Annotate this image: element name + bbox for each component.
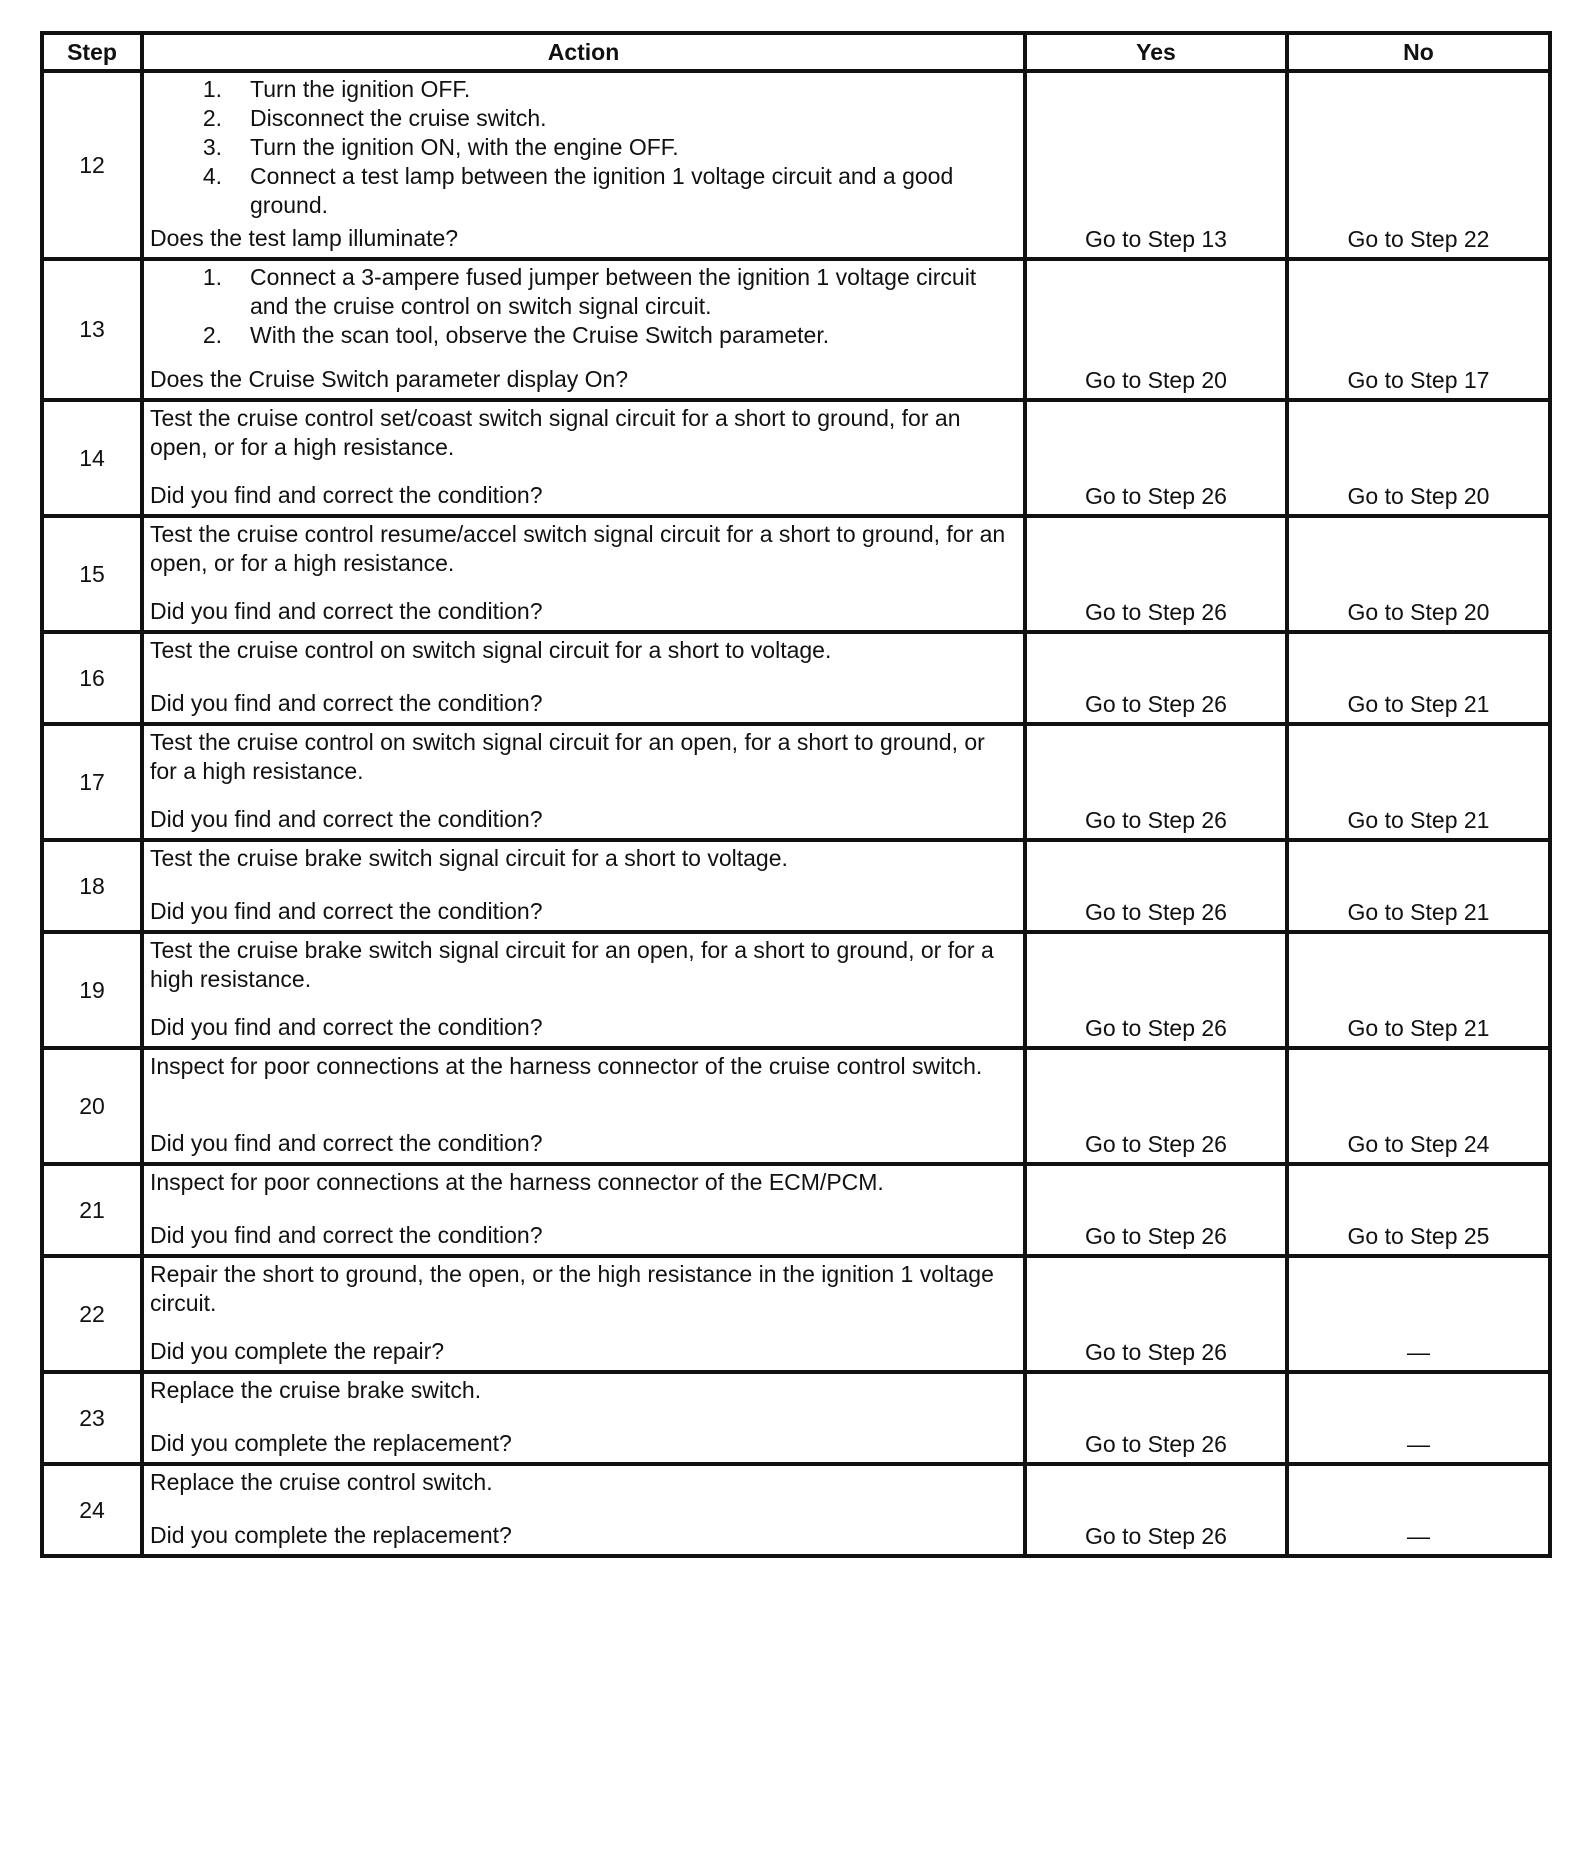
action-step-item bbox=[150, 321, 1015, 350]
action-question: Did you find and correct the condition? bbox=[150, 1014, 543, 1040]
action-text: Replace the cruise control switch. bbox=[150, 1469, 493, 1495]
table-row bbox=[42, 516, 1550, 632]
action-cell bbox=[142, 1256, 1025, 1372]
action-question: Did you complete the repair? bbox=[150, 1338, 445, 1364]
action-text: Test the cruise control set/coast switch signal circuit for a short to ground, for an open, or for a high resistance. bbox=[150, 405, 961, 460]
table-row bbox=[42, 932, 1550, 1048]
no-result: — bbox=[1287, 1464, 1550, 1556]
action-cell bbox=[142, 1164, 1025, 1256]
action-step-list bbox=[150, 263, 1015, 350]
diagnostic-table bbox=[40, 31, 1552, 1558]
action-step-number: 2. bbox=[202, 105, 222, 131]
action-text: Test the cruise brake switch signal circuit for a short to voltage. bbox=[150, 845, 788, 871]
yes-result: Go to Step 26 bbox=[1025, 840, 1287, 932]
step-number: 20 bbox=[42, 1048, 142, 1164]
no-result: Go to Step 25 bbox=[1287, 1164, 1550, 1256]
action-content bbox=[150, 1168, 1015, 1250]
action-step-item bbox=[150, 104, 1015, 133]
action-instructions bbox=[150, 844, 1015, 873]
table-row bbox=[42, 1372, 1550, 1464]
action-step-text: Disconnect the cruise switch. bbox=[250, 105, 547, 131]
action-step-text: Turn the ignition OFF. bbox=[250, 76, 471, 102]
table-row bbox=[42, 1048, 1550, 1164]
step-number: 12 bbox=[42, 71, 142, 259]
action-cell bbox=[142, 724, 1025, 840]
step-number: 24 bbox=[42, 1464, 142, 1556]
action-cell bbox=[142, 632, 1025, 724]
yes-result: Go to Step 26 bbox=[1025, 516, 1287, 632]
step-number: 19 bbox=[42, 932, 142, 1048]
action-instructions bbox=[150, 1052, 1015, 1081]
header-action: Action bbox=[142, 33, 1025, 71]
action-question: Did you find and correct the condition? bbox=[150, 898, 543, 924]
yes-result: Go to Step 26 bbox=[1025, 1256, 1287, 1372]
action-text: Test the cruise control resume/accel switch signal circuit for a short to ground, for an open, or for a high resistance. bbox=[150, 521, 1006, 576]
table-row bbox=[42, 259, 1550, 400]
table-row bbox=[42, 840, 1550, 932]
action-step-text: Connect a 3-ampere fused jumper between the ignition 1 voltage circuit and the cruise control on switch signal circuit. bbox=[250, 264, 977, 319]
yes-result: Go to Step 26 bbox=[1025, 1164, 1287, 1256]
action-question: Does the test lamp illuminate? bbox=[150, 225, 459, 251]
action-cell bbox=[142, 1464, 1025, 1556]
action-instructions bbox=[150, 728, 1015, 786]
step-number: 18 bbox=[42, 840, 142, 932]
table-row bbox=[42, 1464, 1550, 1556]
action-text: Inspect for poor connections at the harness connector of the ECM/PCM. bbox=[150, 1169, 884, 1195]
action-cell bbox=[142, 259, 1025, 400]
action-step-list bbox=[150, 75, 1015, 220]
action-step-number: 1. bbox=[202, 264, 222, 290]
yes-result: Go to Step 26 bbox=[1025, 1372, 1287, 1464]
header-row bbox=[42, 33, 1550, 71]
action-content bbox=[150, 728, 1015, 834]
action-question: Did you find and correct the condition? bbox=[150, 1130, 543, 1156]
table-row bbox=[42, 1256, 1550, 1372]
action-content bbox=[150, 1052, 1015, 1158]
action-text: Test the cruise brake switch signal circuit for an open, for a short to ground, or for a high resistance. bbox=[150, 937, 994, 992]
table-row bbox=[42, 724, 1550, 840]
action-instructions bbox=[150, 263, 1015, 350]
no-result: Go to Step 24 bbox=[1287, 1048, 1550, 1164]
yes-result: Go to Step 13 bbox=[1025, 71, 1287, 259]
action-text: Inspect for poor connections at the harness connector of the cruise control switch. bbox=[150, 1053, 983, 1079]
diagnostic-table-document bbox=[40, 31, 1548, 1558]
action-question: Did you find and correct the condition? bbox=[150, 806, 543, 832]
action-text: Replace the cruise brake switch. bbox=[150, 1377, 482, 1403]
step-number: 15 bbox=[42, 516, 142, 632]
table-row bbox=[42, 1164, 1550, 1256]
no-result: Go to Step 20 bbox=[1287, 516, 1550, 632]
action-question: Did you find and correct the condition? bbox=[150, 598, 543, 624]
no-result: Go to Step 21 bbox=[1287, 632, 1550, 724]
action-content bbox=[150, 1468, 1015, 1550]
no-result: Go to Step 17 bbox=[1287, 259, 1550, 400]
no-result: Go to Step 22 bbox=[1287, 71, 1550, 259]
action-content bbox=[150, 404, 1015, 510]
action-cell bbox=[142, 840, 1025, 932]
action-text: Test the cruise control on switch signal circuit for an open, for a short to ground, or for a high resistance. bbox=[150, 729, 985, 784]
action-content bbox=[150, 1260, 1015, 1366]
action-question: Does the Cruise Switch parameter display On? bbox=[150, 366, 629, 392]
action-content bbox=[150, 636, 1015, 718]
action-step-number: 4. bbox=[202, 163, 222, 189]
step-number: 23 bbox=[42, 1372, 142, 1464]
step-number: 13 bbox=[42, 259, 142, 400]
action-step-item bbox=[150, 133, 1015, 162]
yes-result: Go to Step 26 bbox=[1025, 1048, 1287, 1164]
action-content bbox=[150, 844, 1015, 926]
table-body bbox=[42, 71, 1550, 1556]
yes-result: Go to Step 26 bbox=[1025, 400, 1287, 516]
action-step-text: With the scan tool, observe the Cruise Switch parameter. bbox=[250, 322, 830, 348]
step-number: 14 bbox=[42, 400, 142, 516]
no-result: Go to Step 20 bbox=[1287, 400, 1550, 516]
action-question: Did you find and correct the condition? bbox=[150, 1222, 543, 1248]
action-step-text: Connect a test lamp between the ignition 1 voltage circuit and a good ground. bbox=[250, 163, 954, 218]
action-cell bbox=[142, 516, 1025, 632]
no-result: — bbox=[1287, 1372, 1550, 1464]
no-result: Go to Step 21 bbox=[1287, 840, 1550, 932]
yes-result: Go to Step 26 bbox=[1025, 1464, 1287, 1556]
yes-result: Go to Step 26 bbox=[1025, 632, 1287, 724]
action-step-text: Turn the ignition ON, with the engine OFF. bbox=[250, 134, 679, 160]
table-row bbox=[42, 400, 1550, 516]
action-instructions bbox=[150, 404, 1015, 462]
step-number: 17 bbox=[42, 724, 142, 840]
action-text: Repair the short to ground, the open, or the high resistance in the ignition 1 voltage circuit. bbox=[150, 1261, 994, 1316]
header-no: No bbox=[1287, 33, 1550, 71]
header-step: Step bbox=[42, 33, 142, 71]
action-cell bbox=[142, 71, 1025, 259]
yes-result: Go to Step 26 bbox=[1025, 724, 1287, 840]
action-step-number: 2. bbox=[202, 322, 222, 348]
action-instructions bbox=[150, 1376, 1015, 1405]
action-content bbox=[150, 936, 1015, 1042]
action-question: Did you find and correct the condition? bbox=[150, 690, 543, 716]
action-question: Did you complete the replacement? bbox=[150, 1430, 512, 1456]
action-cell bbox=[142, 1372, 1025, 1464]
step-number: 16 bbox=[42, 632, 142, 724]
action-content bbox=[150, 75, 1015, 253]
action-question: Did you complete the replacement? bbox=[150, 1522, 512, 1548]
action-step-item bbox=[150, 162, 1015, 220]
action-text: Test the cruise control on switch signal circuit for a short to voltage. bbox=[150, 637, 832, 663]
yes-result: Go to Step 26 bbox=[1025, 932, 1287, 1048]
step-number: 21 bbox=[42, 1164, 142, 1256]
table-row bbox=[42, 632, 1550, 724]
action-content bbox=[150, 520, 1015, 626]
action-instructions bbox=[150, 1168, 1015, 1197]
action-instructions bbox=[150, 936, 1015, 994]
action-step-number: 1. bbox=[202, 76, 222, 102]
action-content bbox=[150, 1376, 1015, 1458]
header-yes: Yes bbox=[1025, 33, 1287, 71]
no-result: Go to Step 21 bbox=[1287, 724, 1550, 840]
yes-result: Go to Step 20 bbox=[1025, 259, 1287, 400]
action-step-item bbox=[150, 263, 1015, 321]
action-content bbox=[150, 263, 1015, 394]
no-result: Go to Step 21 bbox=[1287, 932, 1550, 1048]
action-step-number: 3. bbox=[202, 134, 222, 160]
action-instructions bbox=[150, 520, 1015, 578]
action-instructions bbox=[150, 75, 1015, 220]
table-row bbox=[42, 71, 1550, 259]
action-instructions bbox=[150, 1260, 1015, 1318]
action-instructions bbox=[150, 1468, 1015, 1497]
step-number: 22 bbox=[42, 1256, 142, 1372]
action-cell bbox=[142, 932, 1025, 1048]
action-cell bbox=[142, 1048, 1025, 1164]
action-instructions bbox=[150, 636, 1015, 665]
action-question: Did you find and correct the condition? bbox=[150, 482, 543, 508]
action-step-item bbox=[150, 75, 1015, 104]
action-cell bbox=[142, 400, 1025, 516]
no-result: — bbox=[1287, 1256, 1550, 1372]
